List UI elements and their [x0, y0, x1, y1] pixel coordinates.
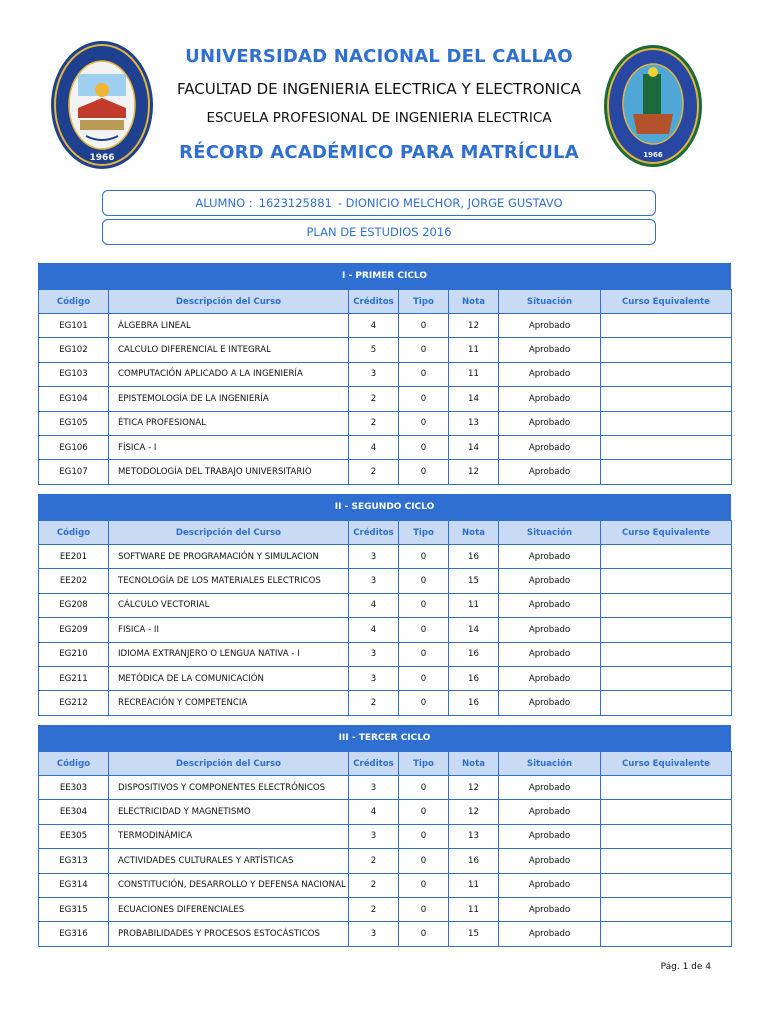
course-type: 0	[399, 412, 449, 436]
course-status: Aprobado	[499, 387, 601, 411]
page-number: Pág. 1 de 4	[660, 962, 711, 972]
school-name: ESCUELA PROFESIONAL DE INGENIERIA ELECTRICA	[206, 110, 552, 126]
course-grade: 14	[449, 618, 499, 642]
course-status: Aprobado	[499, 898, 601, 922]
course-code: EE202	[39, 569, 109, 593]
table-row	[39, 800, 732, 824]
table-row	[39, 460, 732, 484]
course-type: 0	[399, 922, 449, 946]
col-creditos: Créditos	[349, 752, 399, 776]
table-row	[39, 412, 732, 436]
col-tipo: Tipo	[399, 752, 449, 776]
course-status: Aprobado	[499, 545, 601, 569]
course-credits: 3	[349, 569, 399, 593]
course-type: 0	[399, 387, 449, 411]
course-equivalent	[601, 545, 732, 569]
course-grade: 11	[449, 338, 499, 362]
table-row	[39, 849, 732, 873]
courses-table	[38, 289, 732, 485]
course-code: EE201	[39, 545, 109, 569]
course-status: Aprobado	[499, 338, 601, 362]
course-code: EG107	[39, 460, 109, 484]
course-grade: 12	[449, 776, 499, 800]
university-name: UNIVERSIDAD NACIONAL DEL CALLAO	[185, 46, 573, 67]
course-description: TECNOLOGÍA DE LOS MATERIALES ELECTRICOS	[109, 569, 349, 593]
course-credits: 4	[349, 314, 399, 338]
course-code: EG103	[39, 363, 109, 387]
course-description: METÓDICA DE LA COMUNICACIÓN	[109, 667, 349, 691]
faculty-seal-logo	[603, 44, 703, 168]
course-credits: 4	[349, 436, 399, 460]
course-grade: 15	[449, 922, 499, 946]
course-type: 0	[399, 338, 449, 362]
course-code: EG313	[39, 849, 109, 873]
col-descripcion: Descripción del Curso	[109, 521, 349, 545]
course-grade: 14	[449, 436, 499, 460]
student-name: - DIONICIO MELCHOR, JORGE GUSTAVO	[337, 196, 563, 210]
col-creditos: Créditos	[349, 290, 399, 314]
course-type: 0	[399, 618, 449, 642]
course-equivalent	[601, 412, 732, 436]
course-credits: 2	[349, 849, 399, 873]
table-row	[39, 874, 732, 898]
course-type: 0	[399, 691, 449, 715]
course-code: EG212	[39, 691, 109, 715]
course-status: Aprobado	[499, 667, 601, 691]
course-credits: 3	[349, 825, 399, 849]
left-logo-year: 1966	[89, 153, 115, 163]
course-credits: 3	[349, 545, 399, 569]
course-credits: 4	[349, 618, 399, 642]
course-grade: 16	[449, 691, 499, 715]
course-code: EG106	[39, 436, 109, 460]
course-type: 0	[399, 436, 449, 460]
student-box	[102, 190, 656, 216]
col-situacion: Situación	[499, 521, 601, 545]
course-description: FISICA - II	[109, 618, 349, 642]
table-row	[39, 776, 732, 800]
course-status: Aprobado	[499, 594, 601, 618]
course-credits: 2	[349, 460, 399, 484]
col-descripcion: Descripción del Curso	[109, 752, 349, 776]
course-description: METODOLOGÍA DEL TRABAJO UNIVERSITARIO	[109, 460, 349, 484]
course-description: CÁLCULO VECTORIAL	[109, 594, 349, 618]
course-status: Aprobado	[499, 691, 601, 715]
course-status: Aprobado	[499, 412, 601, 436]
course-equivalent	[601, 643, 732, 667]
student-label: ALUMNO :	[195, 196, 253, 210]
course-grade: 13	[449, 825, 499, 849]
table-row	[39, 825, 732, 849]
course-credits: 3	[349, 363, 399, 387]
table-header-row	[39, 290, 732, 314]
course-description: DISPOSITIVOS Y COMPONENTES ELECTRÓNICOS	[109, 776, 349, 800]
course-status: Aprobado	[499, 800, 601, 824]
course-status: Aprobado	[499, 825, 601, 849]
course-grade: 16	[449, 545, 499, 569]
col-nota: Nota	[449, 521, 499, 545]
document-header	[170, 46, 588, 163]
course-grade: 14	[449, 387, 499, 411]
course-type: 0	[399, 898, 449, 922]
col-codigo: Código	[39, 290, 109, 314]
course-status: Aprobado	[499, 569, 601, 593]
course-code: EG210	[39, 643, 109, 667]
course-code: EG209	[39, 618, 109, 642]
course-description: SOFTWARE DE PROGRAMACIÓN Y SIMULACION	[109, 545, 349, 569]
cycle-title: III - TERCER CICLO	[38, 725, 731, 751]
cycle-section	[38, 494, 731, 716]
course-description: ACTIVIDADES CULTURALES Y ARTÍSTICAS	[109, 849, 349, 873]
course-grade: 11	[449, 594, 499, 618]
faculty-name: FACULTAD DE INGENIERIA ELECTRICA Y ELECTRONICA	[177, 80, 581, 98]
table-row	[39, 643, 732, 667]
table-row	[39, 691, 732, 715]
col-creditos: Créditos	[349, 521, 399, 545]
course-credits: 4	[349, 800, 399, 824]
course-equivalent	[601, 667, 732, 691]
course-grade: 15	[449, 569, 499, 593]
course-description: ÁLGEBRA LINEAL	[109, 314, 349, 338]
course-equivalent	[601, 314, 732, 338]
course-equivalent	[601, 460, 732, 484]
course-grade: 16	[449, 667, 499, 691]
course-code: EG104	[39, 387, 109, 411]
course-type: 0	[399, 569, 449, 593]
course-type: 0	[399, 667, 449, 691]
course-equivalent	[601, 776, 732, 800]
course-grade: 13	[449, 412, 499, 436]
table-row	[39, 363, 732, 387]
course-description: CONSTITUCIÓN, DESARROLLO Y DEFENSA NACIONAL	[109, 874, 349, 898]
course-equivalent	[601, 594, 732, 618]
course-description: COMPUTACIÓN APLICADO A LA INGENIERÍA	[109, 363, 349, 387]
col-codigo: Código	[39, 752, 109, 776]
course-credits: 3	[349, 667, 399, 691]
course-grade: 11	[449, 898, 499, 922]
course-credits: 4	[349, 594, 399, 618]
course-type: 0	[399, 545, 449, 569]
course-code: EE305	[39, 825, 109, 849]
course-credits: 5	[349, 338, 399, 362]
right-logo-year: 1966	[643, 151, 663, 159]
course-type: 0	[399, 314, 449, 338]
course-status: Aprobado	[499, 436, 601, 460]
col-nota: Nota	[449, 752, 499, 776]
course-credits: 3	[349, 643, 399, 667]
course-grade: 12	[449, 460, 499, 484]
table-row	[39, 569, 732, 593]
table-header-row	[39, 521, 732, 545]
cycle-title: I - PRIMER CICLO	[38, 263, 731, 289]
course-type: 0	[399, 825, 449, 849]
course-grade: 16	[449, 643, 499, 667]
student-code: 1623125881	[258, 196, 332, 210]
course-credits: 2	[349, 691, 399, 715]
course-grade: 16	[449, 849, 499, 873]
course-type: 0	[399, 643, 449, 667]
course-description: CALCULO DIFERENCIAL E INTEGRAL	[109, 338, 349, 362]
course-status: Aprobado	[499, 363, 601, 387]
course-credits: 3	[349, 776, 399, 800]
course-credits: 2	[349, 898, 399, 922]
course-code: EG315	[39, 898, 109, 922]
course-code: EG105	[39, 412, 109, 436]
record-title: RÉCORD ACADÉMICO PARA MATRÍCULA	[179, 142, 579, 163]
course-equivalent	[601, 569, 732, 593]
course-status: Aprobado	[499, 460, 601, 484]
table-row	[39, 898, 732, 922]
course-equivalent	[601, 618, 732, 642]
study-plan: PLAN DE ESTUDIOS 2016	[306, 225, 452, 239]
course-code: EG208	[39, 594, 109, 618]
course-equivalent	[601, 898, 732, 922]
col-equivalente: Curso Equivalente	[601, 290, 732, 314]
course-equivalent	[601, 387, 732, 411]
course-equivalent	[601, 849, 732, 873]
course-equivalent	[601, 363, 732, 387]
col-situacion: Situación	[499, 752, 601, 776]
course-description: ELECTRICIDAD Y MAGNETISMO	[109, 800, 349, 824]
course-type: 0	[399, 800, 449, 824]
col-descripcion: Descripción del Curso	[109, 290, 349, 314]
course-type: 0	[399, 363, 449, 387]
course-type: 0	[399, 874, 449, 898]
course-equivalent	[601, 922, 732, 946]
course-status: Aprobado	[499, 643, 601, 667]
course-grade: 12	[449, 800, 499, 824]
col-tipo: Tipo	[399, 290, 449, 314]
cycle-title: II - SEGUNDO CICLO	[38, 494, 731, 520]
course-code: EE304	[39, 800, 109, 824]
course-description: ÉTICA PROFESIONAL	[109, 412, 349, 436]
col-nota: Nota	[449, 290, 499, 314]
col-equivalente: Curso Equivalente	[601, 521, 732, 545]
course-status: Aprobado	[499, 849, 601, 873]
col-codigo: Código	[39, 521, 109, 545]
col-situacion: Situación	[499, 290, 601, 314]
course-description: TERMODINÁMICA	[109, 825, 349, 849]
table-row	[39, 387, 732, 411]
table-row	[39, 618, 732, 642]
course-type: 0	[399, 849, 449, 873]
course-code: EE303	[39, 776, 109, 800]
course-code: EG102	[39, 338, 109, 362]
course-status: Aprobado	[499, 618, 601, 642]
table-row	[39, 594, 732, 618]
course-description: ECUACIONES DIFERENCIALES	[109, 898, 349, 922]
course-grade: 11	[449, 874, 499, 898]
course-code: EG314	[39, 874, 109, 898]
course-equivalent	[601, 436, 732, 460]
course-credits: 2	[349, 387, 399, 411]
cycle-section	[38, 263, 731, 485]
table-row	[39, 436, 732, 460]
col-tipo: Tipo	[399, 521, 449, 545]
table-header-row	[39, 752, 732, 776]
courses-table	[38, 751, 732, 947]
course-description: EPISTEMOLOGÍA DE LA INGENIERÍA	[109, 387, 349, 411]
course-description: PROBABILIDADES Y PROCESOS ESTOCÁSTICOS	[109, 922, 349, 946]
cycle-section	[38, 725, 731, 947]
university-seal-logo	[50, 40, 154, 170]
table-row	[39, 314, 732, 338]
course-credits: 2	[349, 874, 399, 898]
course-equivalent	[601, 691, 732, 715]
course-description: RECREACIÓN Y COMPETENCIA	[109, 691, 349, 715]
course-code: EG211	[39, 667, 109, 691]
course-equivalent	[601, 825, 732, 849]
courses-table	[38, 520, 732, 716]
course-equivalent	[601, 338, 732, 362]
course-equivalent	[601, 874, 732, 898]
course-grade: 12	[449, 314, 499, 338]
course-status: Aprobado	[499, 922, 601, 946]
table-row	[39, 338, 732, 362]
course-type: 0	[399, 594, 449, 618]
course-credits: 3	[349, 922, 399, 946]
course-code: EG101	[39, 314, 109, 338]
course-equivalent	[601, 800, 732, 824]
study-plan-box	[102, 219, 656, 245]
course-status: Aprobado	[499, 314, 601, 338]
course-credits: 2	[349, 412, 399, 436]
course-grade: 11	[449, 363, 499, 387]
course-description: FÍSICA - I	[109, 436, 349, 460]
table-row	[39, 922, 732, 946]
course-status: Aprobado	[499, 874, 601, 898]
course-type: 0	[399, 460, 449, 484]
course-description: IDIOMA EXTRANJERO O LENGUA NATIVA - I	[109, 643, 349, 667]
course-type: 0	[399, 776, 449, 800]
course-status: Aprobado	[499, 776, 601, 800]
course-code: EG316	[39, 922, 109, 946]
table-row	[39, 667, 732, 691]
col-equivalente: Curso Equivalente	[601, 752, 732, 776]
table-row	[39, 545, 732, 569]
